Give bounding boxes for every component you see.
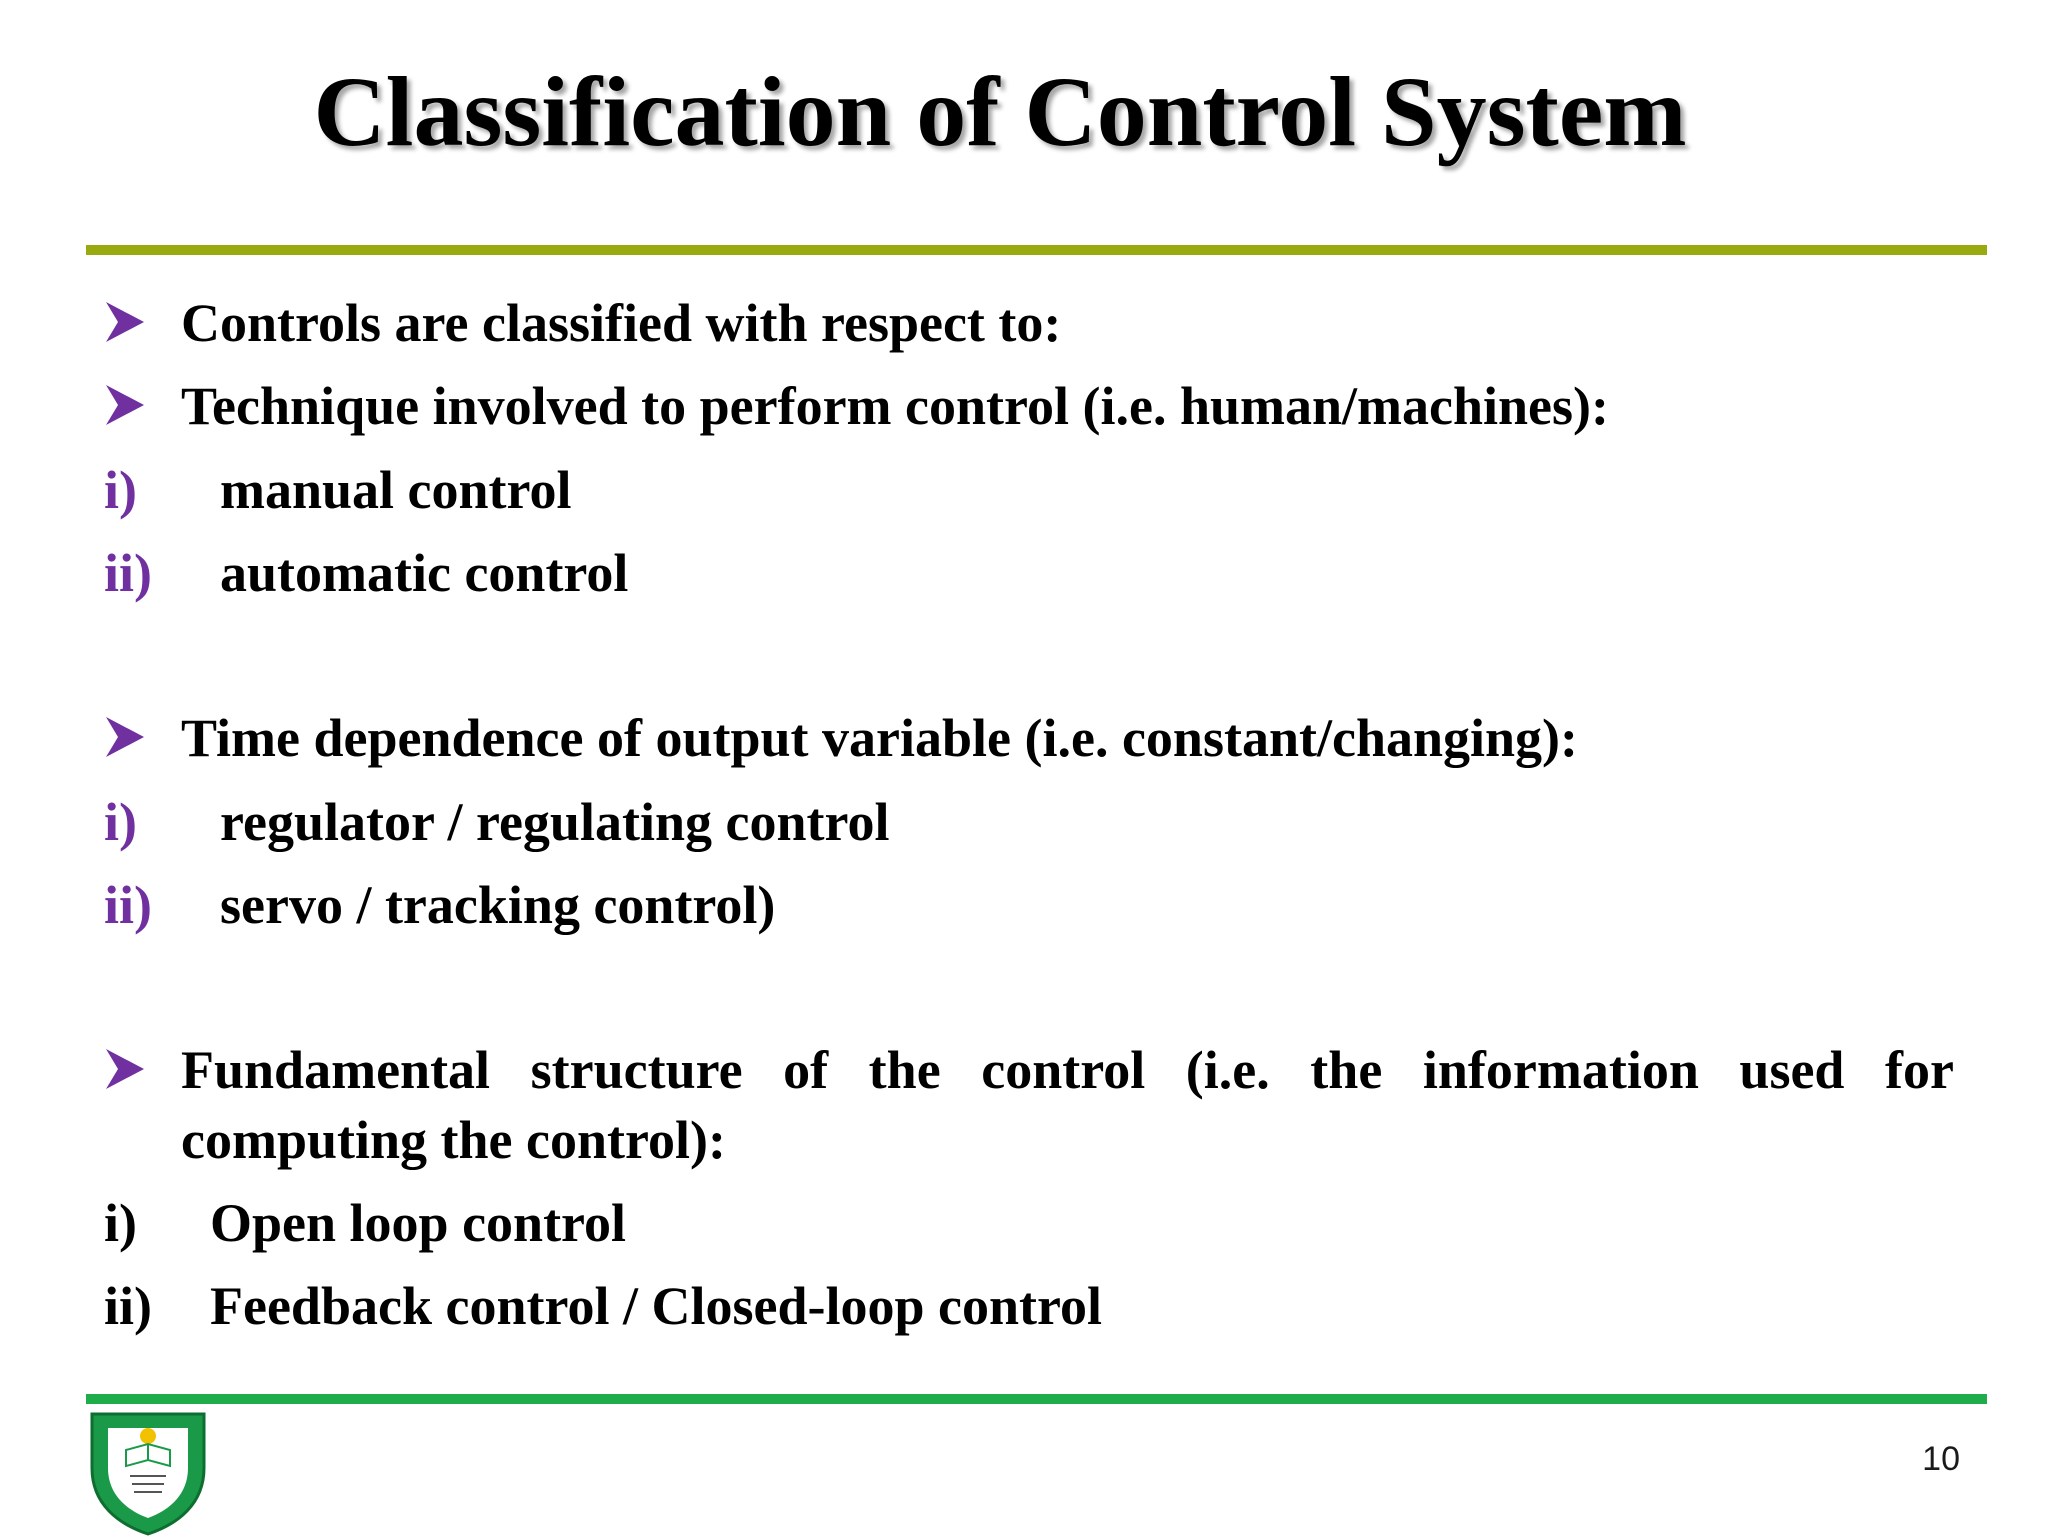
arrow-bullet-icon <box>104 383 146 427</box>
list-item: automatic control <box>220 543 629 603</box>
section3-heading-line2: computing the control): <box>181 1110 726 1170</box>
list-item: Feedback control / Closed-loop control <box>210 1276 1102 1336</box>
list-number: i) <box>104 792 137 852</box>
list-number: i) <box>104 460 137 520</box>
university-crest-logo <box>86 1406 210 1536</box>
list-number: ii) <box>104 543 152 603</box>
section1-heading: Technique involved to perform control (i.e. human/machines): <box>181 376 1609 436</box>
list-number: i) <box>104 1193 137 1253</box>
intro-text: Controls are classified with respect to: <box>181 293 1062 353</box>
slide-title: Classification of Control System <box>313 56 1687 167</box>
list-item: regulator / regulating control <box>220 792 890 852</box>
list-item: Open loop control <box>210 1193 627 1253</box>
arrow-bullet-icon <box>104 1047 146 1091</box>
arrow-bullet-icon <box>104 715 146 759</box>
arrow-bullet-icon <box>104 300 146 344</box>
list-item: servo / tracking control) <box>220 875 776 935</box>
page-number: 10 <box>1922 1440 1960 1478</box>
section2-heading: Time dependence of output variable (i.e. constant/changing): <box>181 708 1579 768</box>
footer-divider <box>86 1394 1987 1404</box>
list-item: manual control <box>220 460 572 520</box>
section3-heading-line1: Fundamental structure of the control (i.e. the information used for <box>181 1040 1954 1100</box>
list-number: ii) <box>104 875 152 935</box>
list-number: ii) <box>104 1276 152 1336</box>
